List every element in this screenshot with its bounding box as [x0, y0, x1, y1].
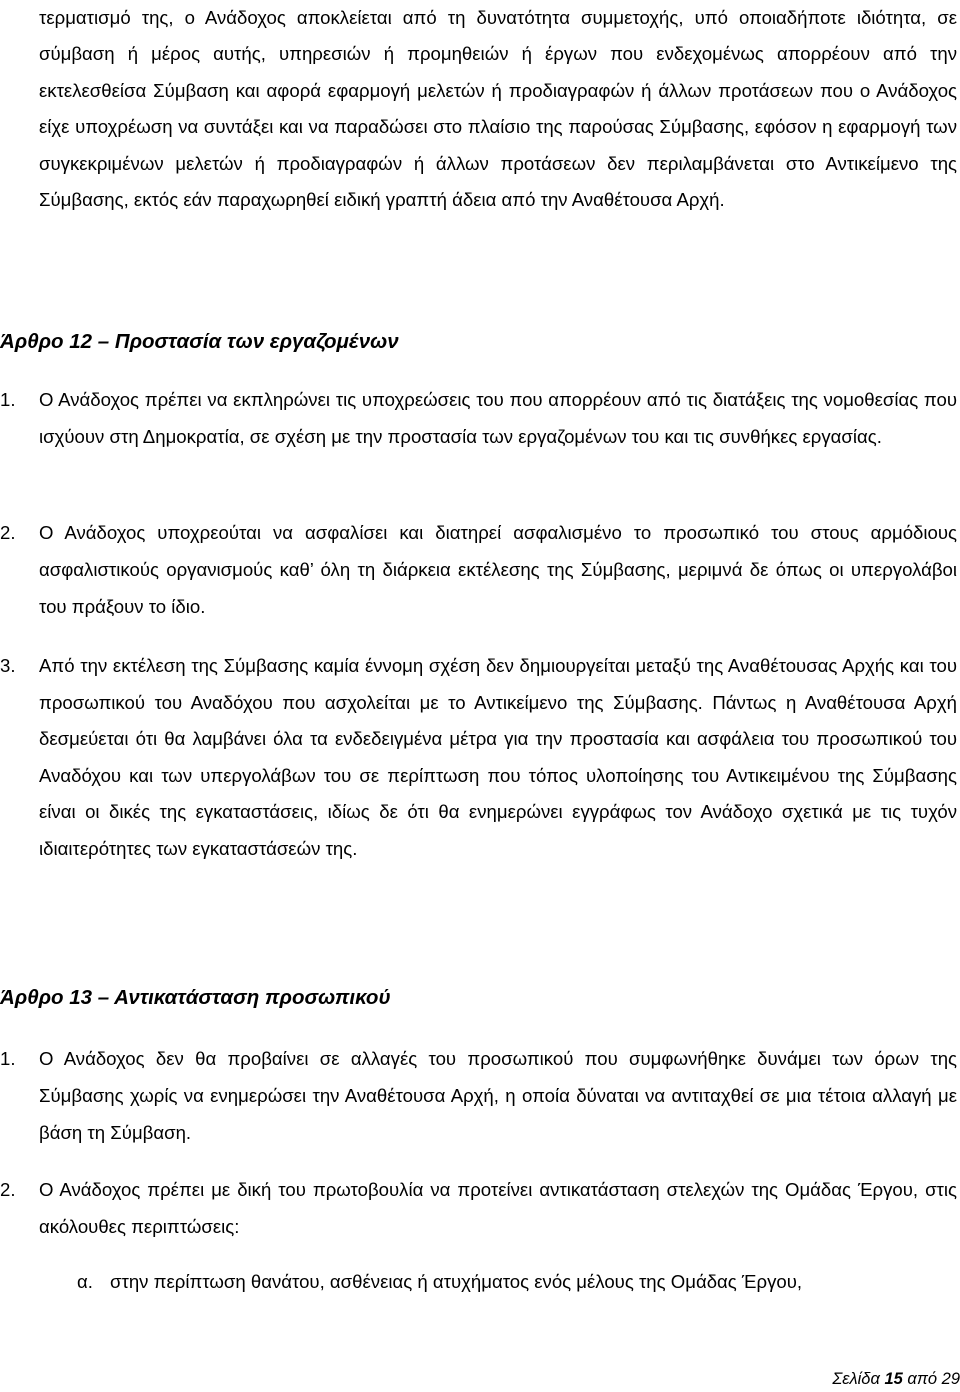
page-footer	[832, 1368, 960, 1390]
item-number: 2.	[0, 522, 16, 543]
article-12-item-1	[0, 382, 958, 455]
article-13-item-2	[0, 1172, 958, 1245]
article-12-item-2	[0, 514, 958, 625]
item-text: Ο Ανάδοχος πρέπει με δική του πρωτοβουλία να προτείνει αντικατάσταση στελεχών της Ομάδας Έργου, στις ακόλουθες περιπτώσεις:	[39, 1179, 957, 1237]
article-12-item-3	[0, 648, 958, 867]
subitem-letter: α.	[77, 1271, 93, 1292]
item-text: Από την εκτέλεση της Σύμβασης καμία έννομη σχέση δεν δημιουργείται μεταξύ της Αναθέτουσας Αρχής και του προσωπικού του Αναδόχου που ασχολείται με το Αντικείμενο της Σύμβασης. Πάντως η Αναθέτουσα Αρχή δεσμεύεται ότι θα λαμβάνει όλα τα ενδεδειγμένα μέτρα για την προστασία και ασφάλεια του προσωπικού του Αναδόχου και των υπεργολάβων του σε περίπτωση που τόπος υλοποίησης του Αντικειμένου της Σύμβασης είναι οι δικές της εγκαταστάσεις, ιδίως δε ότι θα ενημερώνει εγγράφως τον Ανάδοχο σχετικά με τις τυχόν ιδιαιτερότητες των εγκαταστάσεών της.	[39, 655, 957, 859]
page-word: Σελίδα	[832, 1370, 880, 1388]
item-number: 1.	[0, 1048, 16, 1069]
item-number: 2.	[0, 1179, 16, 1200]
intro-paragraph: τερματισμό της, ο Ανάδοχος αποκλείεται από τη δυνατότητα συμμετοχής, υπό οποιαδήποτε ιδιότητα, σε σύμβαση ή μέρος αυτής, υπηρεσιών ή προμηθειών ή έργων που ενδεχομένως απορρέουν από την εκτελεσθείσα Σύμβαση και αφορά εφαρμογή μελετών ή προδιαγραφών ή άλλων προτάσεων που ο Ανάδοχος είχε υποχρέωση να συντάξει και να παραδώσει στο πλαίσιο της παρούσας Σύμβασης, εφόσον η εφαρμογή των συγκεκριμένων μελετών ή προδιαγραφών ή άλλων προτάσεων δεν περιλαμβάνεται στο Αντικείμενο της Σύμβασης, εκτός εάν παραχωρηθεί ειδική γραπτή άδεια από την Αναθέτουσα Αρχή.	[39, 7, 957, 211]
article-13-subitem-a	[77, 1264, 957, 1300]
item-text: Ο Ανάδοχος πρέπει να εκπληρώνει τις υποχρεώσεις του που απορρέουν από τις διατάξεις της νομοθεσίας που ισχύουν στη Δημοκρατία, σε σχέση με την προστασία των εργαζομένων του και τις συνθήκες εργασίας.	[39, 389, 957, 447]
article-13-heading: Άρθρο 13 – Αντικατάσταση προσωπικού	[0, 986, 391, 1009]
of-word: από	[907, 1370, 938, 1388]
total-pages: 29	[941, 1370, 960, 1388]
page-number: 15	[884, 1370, 903, 1388]
article-13-item-1	[0, 1040, 958, 1151]
subitem-text: στην περίπτωση θανάτου, ασθένειας ή ατυχήματος ενός μέλους της Ομάδας Έργου,	[110, 1271, 803, 1292]
item-number: 3.	[0, 655, 16, 676]
item-text: Ο Ανάδοχος δεν θα προβαίνει σε αλλαγές του προσωπικού που συμφωνήθηκε δυνάμει των όρων της Σύμβασης χωρίς να ενημερώσει την Αναθέτουσα Αρχή, η οποία δύναται να αντιταχθεί σε μια τέτοια αλλαγή με βάση τη Σύμβαση.	[39, 1048, 957, 1143]
article-12-heading: Άρθρο 12 – Προστασία των εργαζομένων	[0, 330, 399, 353]
item-number: 1.	[0, 389, 16, 410]
item-text: Ο Ανάδοχος υποχρεούται να ασφαλίσει και διατηρεί ασφαλισμένο το προσωπικό του στους αρμόδιους ασφαλιστικούς οργανισμούς καθ’ όλη τη διάρκεια εκτέλεσης της Σύμβασης, μεριμνά δε όπως οι υπεργολάβοι του πράξουν το ίδιο.	[39, 522, 957, 617]
